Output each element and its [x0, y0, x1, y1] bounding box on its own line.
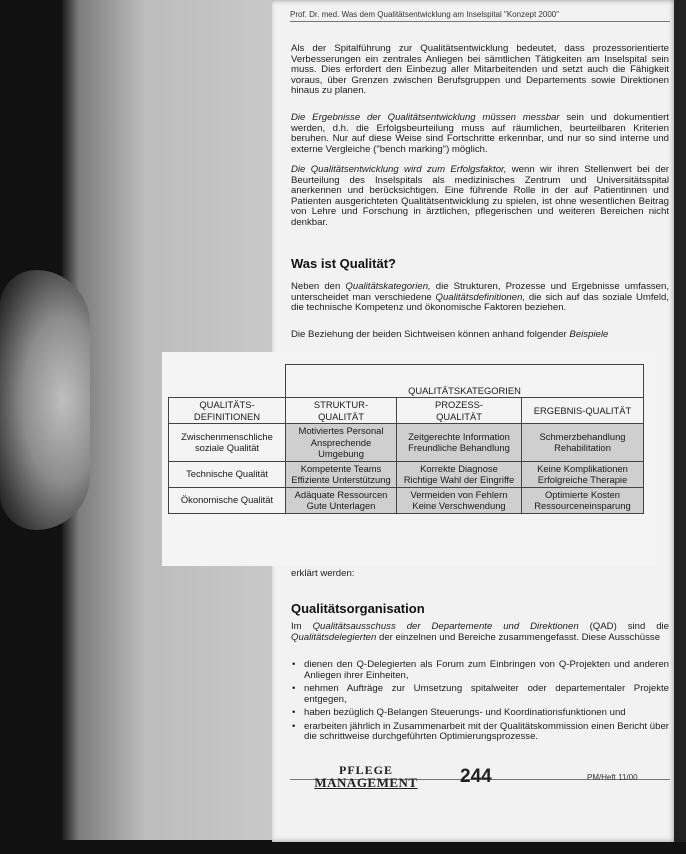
table-cell-definition: Ökonomische Qualität: [169, 487, 286, 513]
intro-paragraph-2: [291, 113, 669, 155]
organisation-paragraph: [291, 622, 669, 643]
quality-paragraph-1-italic-1: Qualitätskategorien,: [345, 281, 431, 292]
organisation-bullet-list: [291, 660, 669, 746]
journal-logo-bottom: MANAGEMENT: [314, 775, 418, 790]
intro-paragraph-3: [291, 165, 669, 228]
page-edge: [674, 0, 686, 842]
organisation-paragraph-a: Im: [291, 621, 313, 632]
table-cell-definition: Zwischenmenschliche soziale Qualität: [169, 424, 286, 462]
table-header-struktur: STRUKTUR- QUALITÄT: [286, 398, 397, 424]
quality-paragraph-2-a: Die Beziehung der beiden Sichtweisen können anhand folgender: [291, 329, 570, 340]
table-cell-struktur: Adäquate Ressourcen Gute Unterlagen: [286, 487, 397, 513]
intro-paragraph-3-rest: wenn wir ihren Stellenwert bei der Beurteilung des Inselspitals als medizinisches Zentrum und Universitätsspital anerkennen und berücksichtigen. Eine führende Rolle in der auf Patientinnen und Patienten ausgerichteten Qualitätsentwicklung zu spielen, ist ohne wesentlichen Beitrag von Lehre und Forschung in ärztlichen, pflegerischen und weiteren Bereichen nicht denkbar.: [291, 164, 669, 228]
quality-paragraph-2-italic: Beispiele: [569, 329, 609, 340]
quality-paragraph-1-a: Neben den: [291, 281, 346, 292]
journal-logo: [311, 764, 421, 789]
running-header: Prof. Dr. med. Was dem Qualitätsentwicklung am Inselspital "Konzept 2000": [290, 10, 670, 22]
quality-paragraph-1-c: die sich auf das soziale Umfeld, die technische Kompetenz und ökonomische Faktoren beziehen.: [291, 291, 670, 313]
table-cell-prozess: Vermeiden von Fehlern Keine Verschwendung: [397, 487, 522, 513]
quality-paragraph-2: [291, 330, 669, 341]
table-cell-definition: Technische Qualität: [169, 461, 286, 487]
table-header-prozess: PROZESS- QUALITÄT: [397, 398, 522, 424]
list-item: • haben bezüglich Q-Belangen Steuerungs- und Koordinationsfunktionen und: [291, 708, 669, 719]
list-item: • dienen den Q-Delegierten als Forum zum Einbringen von Q-Projekten und anderen Anliegen ihrer Einheiten,: [291, 660, 669, 681]
table-row: [169, 461, 644, 487]
table-cell-ergebnis: Schmerzbehandlung Rehabilitation: [522, 424, 644, 462]
hand-holding-page: [0, 270, 90, 530]
table-row: [169, 487, 644, 513]
table-cell-struktur: Motiviertes Personal Ansprechende Umgebung: [286, 424, 397, 462]
table-cell-prozess: Korrekte Diagnose Richtige Wahl der Eingriffe: [397, 461, 522, 487]
organisation-paragraph-b: (QAD) sind die: [578, 621, 670, 632]
issue-label: PM/Heft 11/00: [587, 773, 638, 782]
quality-paragraph-1-italic-2: Qualitätsdefinitionen,: [435, 291, 526, 303]
table-super-header-row: [169, 365, 644, 398]
organisation-paragraph-c: der einzelnen und Bereiche zusammengefasst. Diese Ausschüsse: [376, 631, 661, 643]
quality-paragraph-1-b: die Strukturen, Prozesse und Ergebnisse umfassen, unterscheidet man verschiedene: [291, 281, 670, 303]
table-cell-struktur: Kompetente Teams Effiziente Unterstützung: [286, 461, 397, 487]
quality-paragraph-1: [291, 282, 669, 314]
intro-paragraph-2-rest: sein und dokumentiert werden, d.h. die Erfolgsbeurteilung muss auf räumlichen, beurteilbaren Kriterien beruhen. Nur auf diese Weise sind Fortschritte erkennbar, und nur so sind interne und externe Vergleiche ("bench marking") möglich.: [291, 112, 670, 155]
list-item: • nehmen Aufträge zur Umsetzung spitalweiter oder departementaler Projekte entgegen,: [291, 684, 669, 705]
journal-logo-top: PFLEGE: [338, 763, 393, 777]
table-header-ergebnis: ERGEBNIS-QUALITÄT: [522, 398, 644, 424]
quality-table: [168, 364, 644, 514]
page-number: 244: [460, 766, 492, 787]
section-heading-organisation: Qualitätsorganisation: [291, 601, 425, 616]
table-cell-prozess: Zeitgerechte Information Freundliche Behandlung: [397, 424, 522, 462]
table-header-row: [169, 398, 644, 424]
after-table-text: erklärt werden:: [291, 568, 355, 579]
list-item: • erarbeiten jährlich in Zusammenarbeit mit der Qualitätskommission einen Bericht über die schrittweise durchgeführten Optimierungsprozesse.: [291, 722, 669, 743]
organisation-paragraph-italic-2: Qualitätsdelegierten: [291, 631, 377, 643]
table-row: [169, 424, 644, 462]
quality-table-card: [162, 352, 656, 566]
table-corner: [169, 365, 286, 398]
table-cell-ergebnis: Keine Komplikationen Erfolgreiche Therapie: [522, 461, 644, 487]
organisation-paragraph-italic-1: Qualitätsausschuss der Departemente und Direktionen: [312, 621, 579, 632]
intro-paragraph-3-italic: Die Qualitätsentwicklung wird zum Erfolgsfaktor,: [291, 164, 507, 175]
intro-paragraph-1: Als der Spitalführung zur Qualitätsentwicklung bedeutet, dass prozessorientierte Verbesserungen ein zentrales Anliegen bei sämtlichen Tätigkeiten am Inselspital sein muss. Dies erfordert den Einbezug aller Mitarbeitenden und setzt auch die Fähigkeit voraus, über Grenzen zwischen Berufsgruppen und Departements sowie Direktionen hinaus zu planen.: [291, 43, 669, 96]
table-cell-ergebnis: Optimierte Kosten Ressourceneinsparung: [522, 487, 644, 513]
intro-paragraph-2-italic: Die Ergebnisse der Qualitätsentwicklung müssen messbar: [291, 112, 560, 123]
section-heading-quality: Was ist Qualität?: [291, 256, 396, 271]
table-super-header: QUALITÄTSKATEGORIEN: [286, 365, 644, 398]
table-header-definitions: QUALITÄTS- DEFINITIONEN: [169, 398, 286, 424]
